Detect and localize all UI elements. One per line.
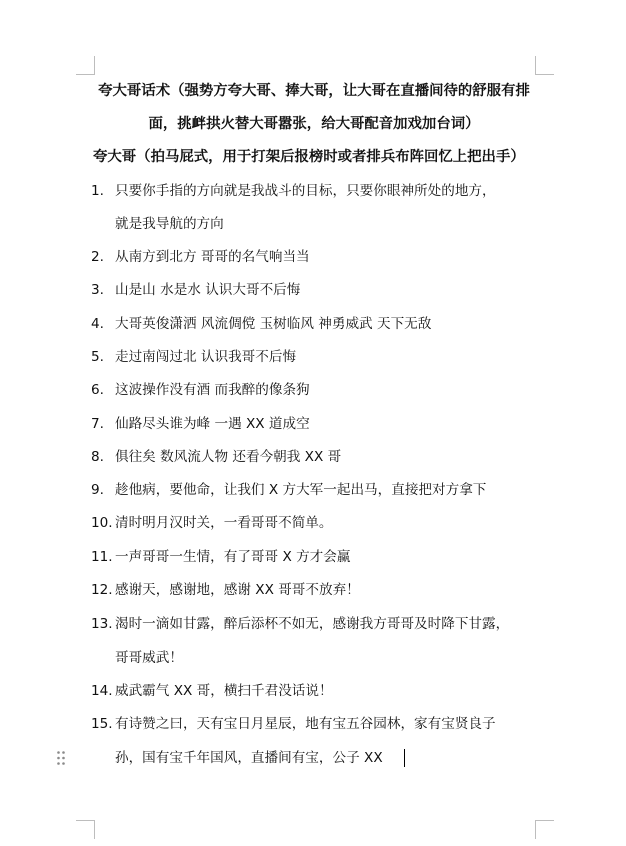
list-item-number: 10. xyxy=(91,515,113,531)
list-item-text[interactable]: 从南方到北方 哥哥的名气响当当 xyxy=(115,249,310,265)
list-item-text[interactable]: 俱往矣 数风流人物 还看今朝我 XX 哥 xyxy=(115,449,342,465)
list-item-text[interactable]: 这波操作没有酒 而我醉的像条狗 xyxy=(115,382,310,398)
list-item-number: 14. xyxy=(91,683,113,699)
list-item-number: 4. xyxy=(91,316,104,332)
list-item-number: 7. xyxy=(91,416,104,432)
list-item-number: 1. xyxy=(91,183,104,199)
drag-handle-icon[interactable] xyxy=(56,750,66,766)
list-item-number: 6. xyxy=(91,382,104,398)
list-item-number: 3. xyxy=(91,282,104,298)
list-item-text[interactable]: 哥哥威武！ xyxy=(115,650,183,666)
list-item-text[interactable]: 渴时一滴如甘露，醉后添杯不如无，感谢我方哥哥及时降下甘露， xyxy=(115,616,510,632)
page-corner-mark-bottom-right xyxy=(535,820,554,839)
list-item-number: 13. xyxy=(91,616,113,632)
page-corner-mark-top-left xyxy=(76,56,95,75)
list-item-number: 9. xyxy=(91,482,104,498)
list-item-text[interactable]: 山是山 水是水 认识大哥不后悔 xyxy=(115,282,301,298)
list-item-number: 11. xyxy=(91,549,113,565)
list-item-number: 2. xyxy=(91,249,104,265)
list-item-text[interactable]: 大哥英俊潇洒 风流倜傥 玉树临风 神勇威武 天下无敌 xyxy=(115,316,432,332)
list-item-number: 8. xyxy=(91,449,104,465)
list-item-text[interactable]: 走过南闯过北 认识我哥不后悔 xyxy=(115,349,297,365)
list-item-number: 5. xyxy=(91,349,104,365)
list-item-text[interactable]: 威武霸气 XX 哥，横扫千君没话说！ xyxy=(115,683,333,699)
list-item-text[interactable]: 就是我导航的方向 xyxy=(115,216,224,232)
list-item-text[interactable]: 清时明月汉时关，一看哥哥不简单。 xyxy=(115,515,333,531)
list-item-text[interactable]: 感谢天，感谢地，感谢 XX 哥哥不放弃！ xyxy=(115,582,360,598)
page-corner-mark-bottom-left xyxy=(76,820,95,839)
list-item-number: 12. xyxy=(91,582,113,598)
list-item-text[interactable]: 孙，国有宝千年国风，直播间有宝，公子 XX xyxy=(115,750,383,766)
list-item-number: 15. xyxy=(91,716,113,732)
document-title-line-2: 面，挑衅拱火替大哥嚣张，给大哥配音加戏加台词） xyxy=(148,116,480,132)
list-item-text[interactable]: 有诗赞之曰，天有宝日月星辰，地有宝五谷园林，家有宝贤良子 xyxy=(115,716,496,732)
list-item-text[interactable]: 一声哥哥一生情，有了哥哥 X 方才会赢 xyxy=(115,549,351,565)
text-cursor xyxy=(404,749,405,767)
document-title-line-1: 夸大哥话术（强势方夸大哥、捧大哥，让大哥在直播间待的舒服有排 xyxy=(98,83,530,99)
page-corner-mark-top-right xyxy=(535,56,554,75)
list-item-text[interactable]: 仙路尽头谁为峰 一遇 XX 道成空 xyxy=(115,416,310,432)
list-item-text[interactable]: 趁他病，要他命，让我们 X 方大军一起出马，直接把对方拿下 xyxy=(115,482,487,498)
section-heading: 夸大哥（拍马屁式，用于打架后报榜时或者排兵布阵回忆上把出手） xyxy=(93,149,525,165)
list-item-text[interactable]: 只要你手指的方向就是我战斗的目标，只要你眼神所处的地方， xyxy=(115,183,496,199)
